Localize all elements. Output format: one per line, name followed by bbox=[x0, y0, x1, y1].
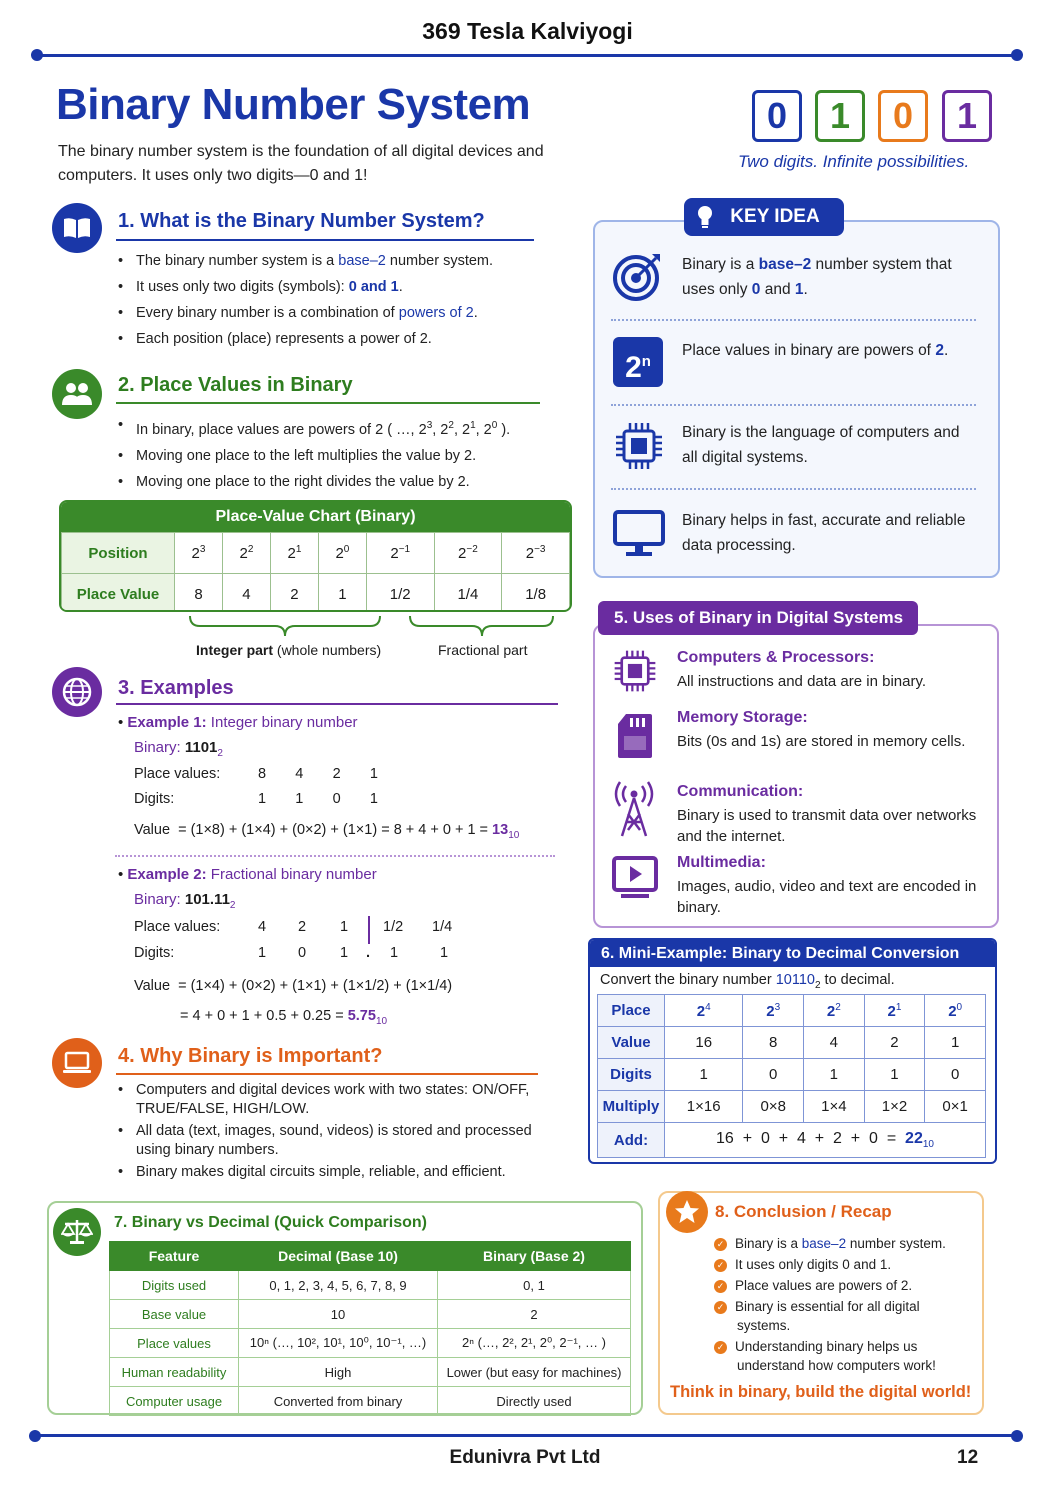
key-idea-2: Place values in binary are powers of 2. bbox=[682, 342, 949, 359]
check-icon: ✓ bbox=[714, 1341, 727, 1354]
table-row bbox=[598, 1123, 986, 1158]
antenna-icon bbox=[612, 780, 656, 838]
intro-text: The binary number system is the foundation of all digital devices and computers. It uses only two digits—0 and 1! bbox=[58, 143, 544, 184]
table-row bbox=[598, 995, 986, 1027]
value-cell: 2 bbox=[864, 1027, 925, 1059]
table-row bbox=[598, 1091, 986, 1123]
footer-rule bbox=[35, 1434, 1017, 1437]
multiply-cell: 0×1 bbox=[925, 1091, 986, 1123]
example-2-value-line-2: = $4 + 0 + 1 + 0.5 + 0.25 = 5.75_{10}$ bbox=[180, 1008, 388, 1027]
chart-braces bbox=[185, 614, 560, 640]
place-cell: $2^3$ bbox=[743, 995, 804, 1027]
section-1-underline bbox=[116, 239, 534, 241]
list-item: • Each position (place) represents a power of 2. bbox=[118, 330, 558, 349]
multiply-cell: 0×8 bbox=[743, 1091, 804, 1123]
check-icon: ✓ bbox=[714, 1238, 727, 1251]
decimal-cell: 10ⁿ (…, 10², 10¹, 10⁰, 10⁻¹, …) bbox=[239, 1329, 438, 1358]
mini-example-prompt: Convert the binary number $10110_2$ to decimal. bbox=[600, 972, 895, 991]
table-row bbox=[110, 1387, 631, 1416]
place-value-chart bbox=[59, 500, 572, 612]
mini-example-heading: 6. Mini-Example: Binary to Decimal Conversion bbox=[590, 940, 995, 967]
value-cell: 1/4 bbox=[434, 574, 502, 613]
list-item: • Moving one place to the right divides the value by 2. bbox=[118, 473, 568, 492]
value-cell: 1/8 bbox=[502, 574, 570, 613]
decimal-cell: 0, 1, 2, 3, 4, 5, 6, 7, 8, 9 bbox=[239, 1271, 438, 1300]
header-title: 369 Tesla Kalviyogi bbox=[422, 18, 633, 44]
digit-tile-1: 0 bbox=[752, 90, 802, 142]
multiply-cell: 1×2 bbox=[864, 1091, 925, 1123]
chip-icon bbox=[612, 648, 658, 694]
binary-cell: 2ⁿ (…, 2², 2¹, 2⁰, 2⁻¹, … ) bbox=[438, 1329, 631, 1358]
table-row bbox=[598, 1027, 986, 1059]
list-item: • All data (text, images, sound, videos) is stored and processed using binary numbers. bbox=[118, 1122, 548, 1160]
feature-cell: Place values bbox=[110, 1329, 239, 1358]
people-icon bbox=[52, 369, 102, 419]
section-4-heading: 4. Why Binary is Important? bbox=[118, 1045, 383, 1067]
value-cell: 1 bbox=[318, 574, 366, 613]
comparison-table bbox=[109, 1241, 631, 1416]
conclusion-heading: 8. Conclusion / Recap bbox=[715, 1202, 892, 1221]
binary-cell: 2 bbox=[438, 1300, 631, 1329]
table-row bbox=[62, 533, 570, 574]
digit-cell: 1 bbox=[665, 1059, 743, 1091]
feature-cell: Computer usage bbox=[110, 1387, 239, 1416]
digit-cell: 0 bbox=[743, 1059, 804, 1091]
list-item: ✓ Binary is essential for all digital systems. bbox=[714, 1297, 969, 1335]
list-item: ✓ It uses only digits 0 and 1. bbox=[714, 1255, 969, 1274]
row-label: Add: bbox=[598, 1123, 665, 1158]
row-label-position: Position bbox=[62, 533, 175, 574]
place-cell: $2^1$ bbox=[864, 995, 925, 1027]
use-title: Computers & Processors: bbox=[677, 649, 875, 666]
position-cell: $2^{-1}$ bbox=[366, 533, 434, 574]
decimal-cell: Converted from binary bbox=[239, 1387, 438, 1416]
table-row bbox=[62, 574, 570, 613]
value-cell: 2 bbox=[270, 574, 318, 613]
column-header: Binary (Base 2) bbox=[438, 1242, 631, 1271]
row-label: Multiply bbox=[598, 1091, 665, 1123]
use-title: Memory Storage: bbox=[677, 709, 808, 726]
book-icon bbox=[52, 203, 102, 253]
laptop-icon bbox=[52, 1038, 102, 1088]
value-cell: 16 bbox=[665, 1027, 743, 1059]
conclusion-slogan: Think in binary, build the digital world! bbox=[670, 1383, 972, 1401]
header-rule-dot-right bbox=[1011, 49, 1023, 61]
use-title: Communication: bbox=[677, 783, 804, 800]
use-text: Binary is used to transmit data over networks and the internet. bbox=[677, 807, 977, 845]
footer-company: Edunivra Pvt Ltd bbox=[449, 1447, 601, 1468]
list-item: • Every binary number is a combination of powers of 2. bbox=[118, 304, 558, 323]
use-text: Bits (0s and 1s) are stored in memory cells. bbox=[677, 733, 966, 750]
integer-part-label: Integer part (whole numbers) bbox=[196, 642, 382, 658]
position-cell: $2^{-2}$ bbox=[434, 533, 502, 574]
list-item: ✓ Binary is a base–2 number system. bbox=[714, 1234, 969, 1253]
list-item: • In binary, place values are powers of 2 ( …, $2^3$, $2^2$, $2^1$, $2^0$ ). bbox=[118, 416, 568, 440]
section-3-underline bbox=[116, 703, 558, 705]
multiply-cell: 1×16 bbox=[665, 1091, 743, 1123]
section-2-list bbox=[118, 416, 568, 499]
use-title: Multimedia: bbox=[677, 854, 766, 871]
feature-cell: Base value bbox=[110, 1300, 239, 1329]
example-2-place-label: Place values: bbox=[134, 919, 221, 935]
digit-cell: 1 bbox=[864, 1059, 925, 1091]
row-label-place-value: Place Value bbox=[62, 574, 175, 613]
place-value-table bbox=[61, 532, 570, 612]
monitor-icon bbox=[612, 509, 666, 559]
star-icon bbox=[666, 1191, 708, 1233]
add-cell: $16 + 0 + 4 + 2 + 0 = 22_{10}$ bbox=[665, 1123, 986, 1158]
play-screen-icon bbox=[611, 855, 659, 901]
example-2-binary: Binary: $101.11_2$ bbox=[134, 891, 236, 911]
decimal-point-divider bbox=[368, 916, 370, 944]
check-icon: ✓ bbox=[714, 1301, 727, 1314]
digit-cell: 1 bbox=[804, 1059, 865, 1091]
table-row bbox=[110, 1271, 631, 1300]
example-1-place-label: Place values: bbox=[134, 766, 221, 782]
section-4-underline bbox=[116, 1073, 538, 1075]
example-1-value: Value = $(1\times 8) + (1\times 4) + (0\times 2) + (1\times 1) = 8 + 4 + 0 + 1 = 13_{10}$ bbox=[134, 822, 520, 841]
key-divider bbox=[611, 488, 976, 490]
sd-card-icon bbox=[616, 712, 654, 760]
key-idea-3: Binary is the language of computers and all digital systems. bbox=[682, 424, 960, 466]
key-idea-4: Binary helps in fast, accurate and reliable data processing. bbox=[682, 512, 966, 554]
list-item: • Moving one place to the left multiplies the value by 2. bbox=[118, 447, 568, 466]
value-cell: 1/2 bbox=[366, 574, 434, 613]
lightbulb-icon bbox=[696, 205, 714, 229]
place-cell: $2^2$ bbox=[804, 995, 865, 1027]
comparison-heading: 7. Binary vs Decimal (Quick Comparison) bbox=[114, 1214, 427, 1231]
header-rule bbox=[37, 54, 1017, 57]
table-row bbox=[110, 1329, 631, 1358]
feature-cell: Human readability bbox=[110, 1358, 239, 1387]
example-1-title: • Example 1: Integer binary number bbox=[118, 714, 358, 731]
fractional-part-label: Fractional part bbox=[438, 642, 528, 658]
row-label: Digits bbox=[598, 1059, 665, 1091]
decimal-cell: 10 bbox=[239, 1300, 438, 1329]
power-of-two-icon: 2$^n$ bbox=[613, 337, 663, 387]
page-number: 12 bbox=[957, 1447, 979, 1468]
table-row bbox=[598, 1059, 986, 1091]
globe-icon bbox=[52, 667, 102, 717]
target-icon bbox=[612, 250, 664, 302]
conclusion-list bbox=[714, 1234, 969, 1375]
uses-heading: 5. Uses of Binary in Digital Systems bbox=[598, 601, 918, 635]
position-cell: $2^2$ bbox=[222, 533, 270, 574]
value-cell: 4 bbox=[804, 1027, 865, 1059]
key-idea-1: Binary is a base–2 number system that uses only 0 and 1. bbox=[682, 256, 952, 298]
binary-cell: Lower (but easy for machines) bbox=[438, 1358, 631, 1387]
place-cell: $2^0$ bbox=[925, 995, 986, 1027]
digit-tile-2: 1 bbox=[815, 90, 865, 142]
check-icon: ✓ bbox=[714, 1259, 727, 1272]
footer-rule-dot-right bbox=[1011, 1430, 1023, 1442]
example-2-value-line-1: Value = (1×4) + (0×2) + (1×1) + (1×1/2) + (1×1/4) bbox=[134, 978, 453, 994]
example-1-place-values: 8 4 2 1 bbox=[258, 766, 378, 782]
place-cell: $2^4$ bbox=[665, 995, 743, 1027]
mini-example-panel bbox=[588, 938, 997, 1164]
list-item: ✓ Place values are powers of 2. bbox=[714, 1276, 969, 1295]
section-4-list bbox=[118, 1081, 548, 1189]
section-3-heading: 3. Examples bbox=[118, 677, 234, 699]
section-1-heading: 1. What is the Binary Number System? bbox=[118, 210, 485, 232]
examples-divider bbox=[115, 855, 555, 857]
value-cell: 4 bbox=[222, 574, 270, 613]
example-2-digits-label: Digits: bbox=[134, 945, 175, 961]
list-item: • Computers and digital devices work with two states: ON/OFF, TRUE/FALSE, HIGH/LOW. bbox=[118, 1081, 548, 1119]
list-item: • The binary number system is a base–2 number system. bbox=[118, 252, 558, 271]
feature-cell: Digits used bbox=[110, 1271, 239, 1300]
value-cell: 8 bbox=[175, 574, 223, 613]
digit-tile-4: 1 bbox=[942, 90, 992, 142]
tagline: Two digits. Infinite possibilities. bbox=[738, 152, 970, 171]
column-header: Feature bbox=[110, 1242, 239, 1271]
example-1-binary: Binary: $1101_2$ bbox=[134, 739, 223, 759]
table-header-row bbox=[110, 1242, 631, 1271]
list-item: • Binary makes digital circuits simple, reliable, and efficient. bbox=[118, 1163, 548, 1182]
binary-cell: Directly used bbox=[438, 1387, 631, 1416]
row-label: Place bbox=[598, 995, 665, 1027]
list-item: ✓ Understanding binary helps us understand how computers work! bbox=[714, 1337, 969, 1375]
place-value-chart-title: Place-Value Chart (Binary) bbox=[61, 502, 570, 532]
digit-tile-3: 0 bbox=[878, 90, 928, 142]
value-cell: 8 bbox=[743, 1027, 804, 1059]
column-header: Decimal (Base 10) bbox=[239, 1242, 438, 1271]
list-item: • It uses only two digits (symbols): 0 and 1. bbox=[118, 278, 558, 297]
value-cell: 1 bbox=[925, 1027, 986, 1059]
use-text: Images, audio, video and text are encoded in binary. bbox=[677, 878, 977, 916]
page-title: Binary Number System bbox=[56, 80, 531, 129]
position-cell: $2^1$ bbox=[270, 533, 318, 574]
position-cell: $2^{-3}$ bbox=[502, 533, 570, 574]
digit-cell: 0 bbox=[925, 1059, 986, 1091]
position-cell: $2^3$ bbox=[175, 533, 223, 574]
table-row bbox=[110, 1300, 631, 1329]
key-divider bbox=[611, 404, 976, 406]
chip-icon bbox=[613, 420, 665, 472]
example-1-digits: 1 1 0 1 bbox=[258, 791, 378, 807]
section-2-heading: 2. Place Values in Binary bbox=[118, 374, 353, 396]
key-divider bbox=[611, 319, 976, 321]
table-row bbox=[110, 1358, 631, 1387]
conversion-table bbox=[597, 994, 986, 1158]
multiply-cell: 1×4 bbox=[804, 1091, 865, 1123]
example-2-title: • Example 2: Fractional binary number bbox=[118, 866, 377, 883]
scales-icon bbox=[53, 1208, 101, 1256]
check-icon: ✓ bbox=[714, 1280, 727, 1293]
decimal-cell: High bbox=[239, 1358, 438, 1387]
use-text: All instructions and data are in binary. bbox=[677, 673, 927, 690]
section-1-list bbox=[118, 252, 558, 356]
position-cell: $2^0$ bbox=[318, 533, 366, 574]
section-2-underline bbox=[116, 402, 540, 404]
example-1-digits-label: Digits: bbox=[134, 791, 175, 807]
binary-cell: 0, 1 bbox=[438, 1271, 631, 1300]
row-label: Value bbox=[598, 1027, 665, 1059]
key-idea-badge: KEY IDEA bbox=[684, 198, 844, 236]
